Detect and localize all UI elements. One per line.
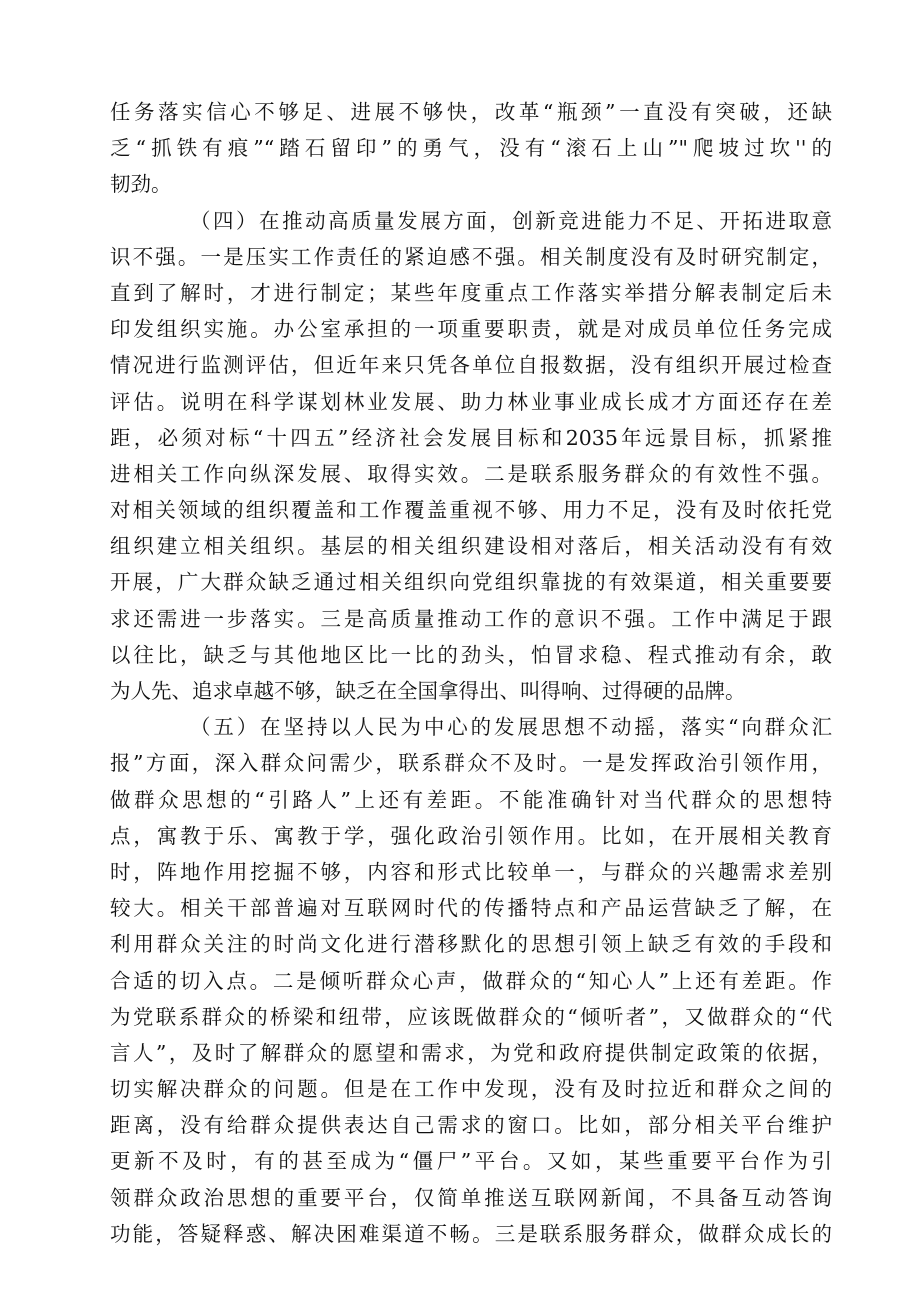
document-body (110, 94, 832, 1252)
text-line: 较大。相关干部普遍对互联网时代的传播特点和产品运营缺乏了解，在 (110, 896, 832, 921)
text-line: 韧劲。 (110, 172, 172, 197)
text-line: 求还需进一步落实。三是高质量推动工作的意识不强。工作中满足于跟 (110, 606, 832, 631)
text-line: 合适的切入点。二是倾听群众心声，做群众的“知心人”上还有差距。作 (110, 968, 832, 993)
text-line: 为人先、追求卓越不够，缺乏在全国拿得出、叫得响、过得硬的品牌。 (110, 679, 746, 703)
text-line: 领群众政治思想的重要平台，仅简单推送互联网新闻，不具备互动答询 (110, 1185, 832, 1210)
text-line: 开展，广大群众缺乏通过相关组织向党组织靠拢的有效渠道，相关重要要 (110, 570, 832, 595)
text-line: 点，寓教于乐、寓教于学，强化政治引领作用。比如，在开展相关教育 (110, 823, 832, 848)
text-line: 评估。说明在科学谋划林业发展、助力林业事业成长成才方面还存在差 (110, 389, 832, 414)
text-line: 为党联系群众的桥梁和纽带，应该既做群众的“倾听者”，又做群众的“代 (110, 1004, 832, 1029)
text-line: 功能，答疑释惑、解决困难渠道不畅。三是联系服务群众，做群众成长的 (110, 1221, 832, 1246)
text-line: 以往比，缺乏与其他地区比一比的劲头，怕冒求稳、程式推动有余，敢 (110, 642, 832, 667)
paragraph-first-line: （四）在推动高质量发展方面，创新竞进能力不足、开拓进取意 (190, 208, 832, 233)
text-line: 任务落实信心不够足、进展不够快，改革“瓶颈”一直没有突破，还缺 (110, 100, 832, 124)
text-line: 进相关工作向纵深发展、取得实效。二是联系服务群众的有效性不强。 (110, 461, 832, 486)
text-line: 更新不及时，有的甚至成为“僵尸”平台。又如，某些重要平台作为引 (110, 1149, 832, 1174)
text-line: 利用群众关注的时尚文化进行潜移默化的思想引领上缺乏有效的手段和 (110, 932, 832, 957)
text-line: 情况进行监测评估，但近年来只凭各单位自报数据，没有组织开展过检查 (110, 353, 832, 378)
text-line: 言人”，及时了解群众的愿望和需求，为党和政府提供制定政策的依据， (110, 1040, 832, 1065)
text-line: 时，阵地作用挖掘不够，内容和形式比较单一，与群众的兴趣需求差别 (110, 859, 832, 884)
text-line: 乏“抓铁有痕”“踏石留印”的勇气，没有“滚石上山”"爬坡过坎''的 (110, 136, 832, 161)
text-line: 切实解决群众的问题。但是在工作中发现，没有及时拉近和群众之间的 (110, 1077, 832, 1102)
text-line: 距，必须对标“十四五”经济社会发展目标和2035年远景目标，抓紧推 (110, 425, 832, 450)
text-line: 做群众思想的“引路人”上还有差距。不能准确针对当代群众的思想特 (110, 787, 832, 812)
paragraph-first-line: （五）在坚持以人民为中心的发展思想不动摇，落实“向群众汇 (190, 715, 832, 740)
text-line: 报”方面，深入群众问需少，联系群众不及时。一是发挥政治引领作用， (110, 751, 832, 776)
text-line: 印发组织实施。办公室承担的一项重要职责，就是对成员单位任务完成 (110, 317, 832, 342)
text-line: 直到了解时，才进行制定；某些年度重点工作落实举措分解表制定后未 (110, 280, 832, 305)
text-line: 组织建立相关组织。基层的相关组织建设相对落后，相关活动没有有效 (110, 534, 832, 559)
text-line: 对相关领域的组织覆盖和工作覆盖重视不够、用力不足，没有及时依托党 (110, 498, 832, 523)
text-line: 识不强。一是压实工作责任的紧迫感不强。相关制度没有及时研究制定， (110, 244, 832, 269)
text-line: 距离，没有给群众提供表达自己需求的窗口。比如，部分相关平台维护 (110, 1113, 832, 1138)
